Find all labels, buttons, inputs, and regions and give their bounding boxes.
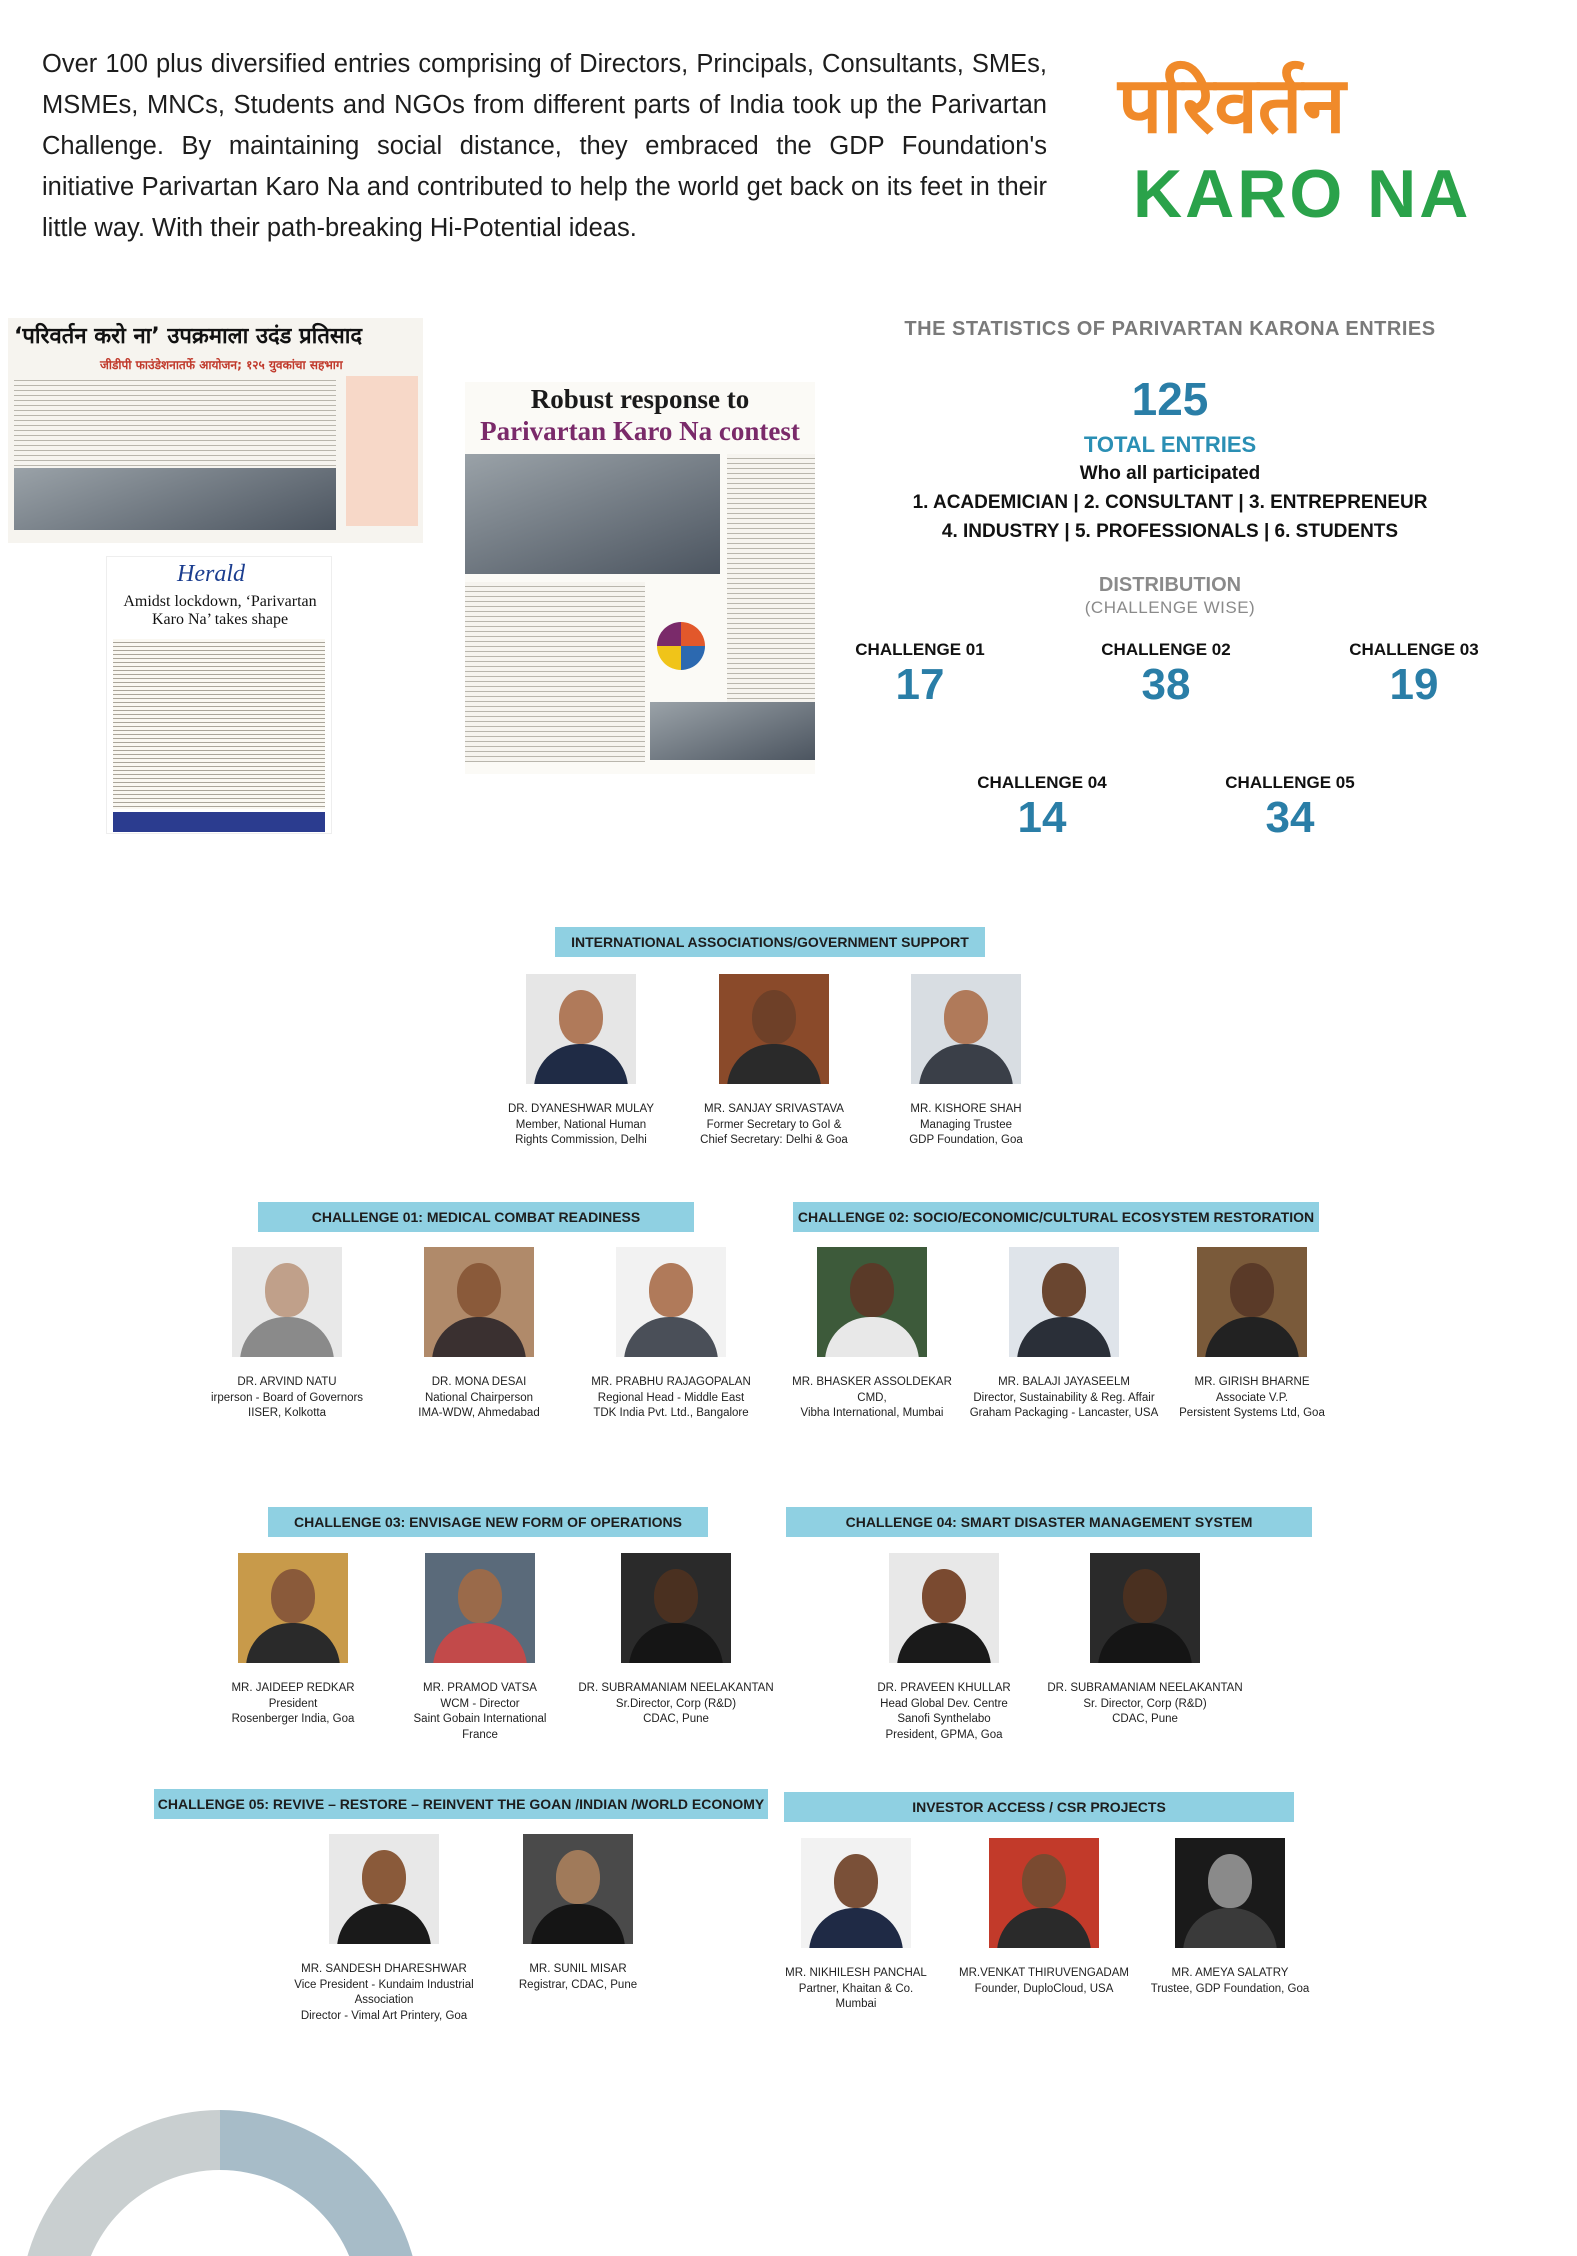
- portrait: [1090, 1553, 1200, 1663]
- challenge-02-band: CHALLENGE 02: SOCIO/ECONOMIC/CULTURAL ECOSYSTEM RESTORATION: [793, 1202, 1319, 1232]
- person-name: MR. PRABHU RAJAGOPALAN: [591, 1376, 751, 1388]
- portrait: [989, 1838, 1099, 1948]
- portrait: [329, 1834, 439, 1944]
- person-name: MR. KISHORE SHAH: [910, 1103, 1022, 1115]
- challenge-04-count: 14: [1017, 793, 1067, 842]
- portrait: [232, 1247, 342, 1357]
- person-card: [1132, 1247, 1372, 1422]
- marathi-clipping-photo: [14, 468, 336, 530]
- person-role: Member, National Human Rights Commission, Delhi: [515, 1118, 647, 1146]
- person-role: Director, Sustainability & Reg. Affair Graham Packaging - Lancaster, USA: [969, 1391, 1159, 1419]
- portrait: [616, 1247, 726, 1357]
- person-role: Registrar, CDAC, Pune: [518, 1978, 638, 1991]
- challenge-02-count: 38: [1141, 660, 1191, 709]
- person-name: MR. AMEYA SALATRY: [1171, 1967, 1289, 1979]
- person-name: MR. GIRISH BHARNE: [1194, 1376, 1310, 1388]
- person-role: Head Global Dev. Centre Sanofi Synthelabo President, GPMA, Goa: [880, 1697, 1008, 1741]
- person-name: DR. MONA DESAI: [431, 1376, 527, 1388]
- herald-news-clipping: [106, 556, 332, 834]
- challenge-05-label: CHALLENGE 05: [1225, 773, 1355, 792]
- distribution-subtitle: (CHALLENGE WISE): [1084, 598, 1256, 617]
- portrait: [719, 974, 829, 1084]
- portrait: [1197, 1247, 1307, 1357]
- person-name: MR. SANDESH DHARESHWAR: [301, 1963, 467, 1975]
- person-role: Regional Head - Middle East TDK India Pvt. Ltd., Bangalore: [593, 1391, 749, 1419]
- portrait: [621, 1553, 731, 1663]
- person-card: [846, 974, 1086, 1149]
- portrait: [425, 1553, 535, 1663]
- person-card: [1025, 1553, 1265, 1728]
- challenge-01-count: 17: [895, 660, 945, 709]
- participant-categories-line-1: 1. ACADEMICIAN | 2. CONSULTANT | 3. ENTREPRENEUR: [912, 492, 1428, 513]
- person-role: Associate V.P. Persistent Systems Ltd, Goa: [1179, 1391, 1325, 1419]
- marathi-headline: ‘परिवर्तन करो ना’ उपक्रमाला उदंड प्रतिसाद: [14, 324, 363, 349]
- stats-total: 125: [1131, 373, 1209, 425]
- herald-masthead: Herald: [177, 561, 245, 587]
- challenge-01-label: CHALLENGE 01: [855, 640, 985, 659]
- robust-clipping-emblem: [657, 622, 705, 670]
- portrait: [1175, 1838, 1285, 1948]
- portrait: [526, 974, 636, 1084]
- portrait: [889, 1553, 999, 1663]
- herald-headline: Amidst lockdown, ‘Parivartan Karo Na’ takes shape: [123, 593, 317, 628]
- portrait: [911, 974, 1021, 1084]
- person-role: irperson - Board of Governors IISER, Kolkotta: [210, 1391, 364, 1419]
- stats-title: THE STATISTICS OF PARIVARTAN KARONA ENTRIES: [904, 318, 1436, 340]
- person-role: Sr. Director, Corp (R&D) CDAC, Pune: [1083, 1697, 1207, 1725]
- person-role: President Rosenberger India, Goa: [231, 1697, 355, 1725]
- person-role: National Chairperson IMA-WDW, Ahmedabad: [418, 1391, 540, 1419]
- challenge-04-label: CHALLENGE 04: [977, 773, 1107, 792]
- parivartan-logo-english: KARO NA: [1133, 156, 1472, 232]
- person-name: MR. SUNIL MISAR: [529, 1963, 627, 1975]
- portrait: [1009, 1247, 1119, 1357]
- person-role: Founder, DuploCloud, USA: [974, 1982, 1114, 1995]
- person-role: Managing Trustee GDP Foundation, Goa: [909, 1118, 1023, 1146]
- portrait: [817, 1247, 927, 1357]
- person-role: Partner, Khaitan & Co. Mumbai: [798, 1982, 914, 2010]
- portrait: [801, 1838, 911, 1948]
- portrait: [424, 1247, 534, 1357]
- participant-categories-line-2: 4. INDUSTRY | 5. PROFESSIONALS | 6. STUDENTS: [941, 521, 1399, 542]
- challenge-05-count: 34: [1265, 793, 1315, 842]
- person-role: Former Secretary to GoI & Chief Secretary: Delhi & Goa: [700, 1118, 848, 1146]
- challenge-03-count: 19: [1389, 660, 1439, 709]
- person-name: MR. NIKHILESH PANCHAL: [785, 1967, 927, 1979]
- robust-headline-2: Parivartan Karo Na contest: [480, 416, 800, 446]
- person-name: MR.VENKAT THIRUVENGADAM: [959, 1967, 1129, 1979]
- person-role: Vice President - Kundaim Industrial Association Director - Vimal Art Printery, Goa: [294, 1978, 474, 2022]
- person-name: MR. PRAMOD VATSA: [423, 1682, 537, 1694]
- investor-csr-band: INVESTOR ACCESS / CSR PROJECTS: [784, 1792, 1294, 1822]
- robust-headline-1: Robust response to: [530, 384, 750, 414]
- person-name: MR. SANJAY SRIVASTAVA: [704, 1103, 844, 1115]
- person-name: MR. BALAJI JAYASEELM: [998, 1376, 1130, 1388]
- challenge-03-label: CHALLENGE 03: [1349, 640, 1479, 659]
- challenge-01-band: CHALLENGE 01: MEDICAL COMBAT READINESS: [258, 1202, 694, 1232]
- robust-clipping-photo: [465, 454, 720, 574]
- person-role: Sr.Director, Corp (R&D) CDAC, Pune: [615, 1697, 737, 1725]
- person-name: MR. JAIDEEP REDKAR: [231, 1682, 355, 1694]
- person-name: DR. ARVIND NATU: [237, 1376, 337, 1388]
- marathi-subheadline: जीडीपी फाउंडेशनातर्फे आयोजन; १२५ युवकांचा सहभाग: [100, 358, 343, 372]
- person-card: [556, 1553, 796, 1728]
- intl-support-band: INTERNATIONAL ASSOCIATIONS/GOVERNMENT SUPPORT: [555, 927, 985, 957]
- portrait: [523, 1834, 633, 1944]
- parivartan-logo-hindi: परिवर्तन: [1118, 61, 1346, 151]
- challenge-04-band: CHALLENGE 04: SMART DISASTER MANAGEMENT SYSTEM: [786, 1507, 1312, 1537]
- distribution-title: DISTRIBUTION: [1098, 574, 1242, 596]
- person-name: DR. PRAVEEN KHULLAR: [877, 1682, 1011, 1694]
- robust-response-clipping: [465, 382, 815, 774]
- person-role: CMD, Vibha International, Mumbai: [800, 1391, 944, 1419]
- portrait: [238, 1553, 348, 1663]
- challenge-02-label: CHALLENGE 02: [1101, 640, 1231, 659]
- challenge-05-band: CHALLENGE 05: REVIVE – RESTORE – REINVENT THE GOAN /INDIAN /WORLD ECONOMY: [154, 1789, 768, 1819]
- stats-total-label: TOTAL ENTRIES: [1083, 432, 1257, 457]
- challenge-03-band: CHALLENGE 03: ENVISAGE NEW FORM OF OPERATIONS: [268, 1507, 708, 1537]
- person-card: [458, 1834, 698, 1993]
- person-name: MR. BHASKER ASSOLDEKAR: [792, 1376, 952, 1388]
- marathi-news-clipping: [8, 318, 423, 543]
- person-name: DR. SUBRAMANIAM NEELAKANTAN: [1047, 1682, 1243, 1694]
- stats-who-label: Who all participated: [1079, 463, 1261, 484]
- person-name: DR. SUBRAMANIAM NEELAKANTAN: [578, 1682, 774, 1694]
- person-card: [1110, 1838, 1350, 1997]
- intro-paragraph: Over 100 plus diversified entries comprising of Directors, Principals, Consultants, SMEs, MSMEs, MNCs, Students and NGOs from different parts of India took up the Parivartan Challenge. By maintaining social distance, they embraced the GDP Foundation's initiative Parivartan Karo Na and contributed to help the world get back on its feet in their little way. With their path-breaking Hi-Potential ideas.: [42, 50, 1047, 242]
- person-name: DR. DYANESHWAR MULAY: [507, 1103, 655, 1115]
- person-role: WCM - Director Saint Gobain International France: [413, 1697, 547, 1741]
- decorative-ring: [0, 2050, 440, 2256]
- person-role: Trustee, GDP Foundation, Goa: [1150, 1982, 1310, 1995]
